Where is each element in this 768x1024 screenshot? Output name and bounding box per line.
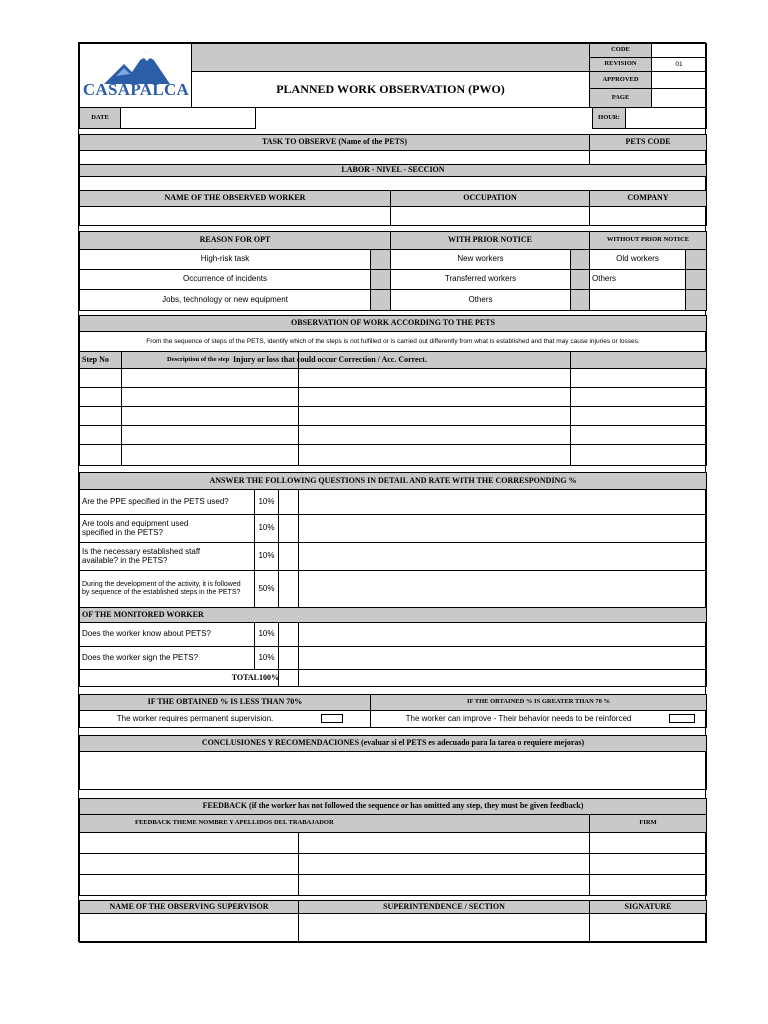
injury-label: Injury or loss that could occur Correction / Acc. Correct. — [233, 354, 427, 364]
approved-label: APPROVED — [589, 71, 652, 89]
reason-cell: High-risk task — [79, 249, 371, 270]
question-pct: 10% — [254, 514, 279, 543]
supervisor-input[interactable] — [79, 913, 299, 943]
step-row[interactable] — [121, 387, 299, 407]
occupation-label: OCCUPATION — [390, 190, 590, 207]
reason-checkbox[interactable] — [370, 249, 391, 270]
approved-value[interactable] — [651, 71, 707, 89]
hour-input[interactable] — [625, 107, 707, 129]
reason-cell: Jobs, technology or new equipment — [79, 289, 371, 311]
pwo-form — [78, 42, 706, 942]
revision-value: 01 — [651, 57, 707, 72]
feedback-row[interactable] — [79, 832, 299, 854]
hour-label: HOUR: — [592, 107, 626, 129]
feedback-row[interactable] — [298, 874, 590, 896]
step-row[interactable] — [570, 387, 707, 407]
question-pct: 10% — [254, 622, 279, 647]
date-label: DATE — [79, 107, 121, 129]
question-detail[interactable] — [298, 622, 707, 647]
greater-than-message: The worker can improve - Their behavior needs to be reinforced — [405, 713, 632, 723]
without-checkbox[interactable] — [685, 289, 707, 311]
worker-name-label: NAME OF THE OBSERVED WORKER — [79, 190, 391, 207]
step-row[interactable] — [570, 444, 707, 466]
question-detail[interactable] — [298, 570, 707, 608]
question-pct: 10% — [254, 542, 279, 571]
feedback-label: FEEDBACK (if the worker has not followed the sequence or has omitted any step, they must be given feedback) — [79, 798, 707, 815]
task-label: TASK TO OBSERVE (Name of the PETS) — [79, 134, 590, 151]
step-row[interactable] — [298, 387, 571, 407]
step-no-label: Step No — [79, 351, 122, 369]
page-label: PAGE — [589, 88, 652, 108]
question-text: Are the PPE specified in the PETS used? — [79, 489, 255, 515]
total-row — [79, 669, 707, 687]
prior-notice-label: WITH PRIOR NOTICE — [390, 231, 590, 250]
step-row[interactable] — [298, 406, 571, 426]
step-row[interactable] — [121, 425, 299, 445]
step-row[interactable] — [79, 425, 122, 445]
feedback-theme-label: FEEDBACK THEME NOMBRE Y APELLIDOS DEL TRABAJADOR — [79, 814, 590, 833]
without-notice-label: WITHOUT PRIOR NOTICE — [589, 231, 707, 250]
page-value[interactable] — [651, 88, 707, 108]
question-text: Is the necessary established staff available? in the PETS? — [79, 542, 255, 571]
total-label — [219, 670, 279, 686]
code-label: CODE — [589, 43, 652, 58]
prior-cell: Transferred workers — [390, 269, 571, 290]
company-input[interactable] — [589, 206, 707, 226]
signature-input[interactable] — [589, 913, 707, 943]
without-checkbox[interactable] — [685, 269, 707, 290]
logo-text: CASAPALCA — [82, 80, 190, 99]
question-text: Does the worker know about PETS? — [79, 622, 255, 647]
logo-cell — [79, 43, 192, 108]
without-cell: Others — [589, 269, 686, 290]
company-label: COMPANY — [589, 190, 707, 207]
question-text: During the development of the activity, it is followed by sequence of the established steps in the PETS? — [79, 570, 255, 608]
step-row[interactable] — [298, 444, 571, 466]
step-row[interactable] — [570, 368, 707, 388]
labor-input[interactable] — [79, 176, 707, 191]
step-row[interactable] — [570, 406, 707, 426]
question-rating[interactable] — [278, 489, 299, 515]
monitored-worker-label: OF THE MONITORED WORKER — [79, 607, 707, 623]
question-pct: 10% — [254, 646, 279, 670]
firm-label: FIRM — [589, 814, 707, 833]
date-input[interactable] — [120, 107, 256, 129]
step-row[interactable] — [121, 444, 299, 466]
greater-than-text — [370, 710, 707, 728]
question-detail[interactable] — [298, 542, 707, 571]
without-checkbox[interactable] — [685, 249, 707, 270]
less-than-label: IF THE OBTAINED % IS LESS THAN 70% — [79, 694, 371, 711]
revision-label: REVISION — [589, 57, 652, 72]
question-rating[interactable] — [278, 570, 299, 608]
feedback-firm[interactable] — [589, 853, 707, 875]
signature-label: SIGNATURE — [589, 900, 707, 914]
total-text: TOTAL — [231, 672, 259, 682]
question-rating[interactable] — [278, 542, 299, 571]
step-row[interactable] — [121, 368, 299, 388]
task-input[interactable] — [79, 150, 590, 165]
less-than-checkbox[interactable] — [321, 714, 343, 723]
title-top-band — [191, 43, 590, 72]
question-text: Are tools and equipment used specified in the PETS? — [79, 514, 255, 543]
pets-code-input[interactable] — [589, 150, 707, 165]
worker-name-input[interactable] — [79, 206, 391, 226]
conclusions-input[interactable] — [79, 751, 707, 790]
description-label: Description of the step — [167, 355, 230, 363]
question-rating[interactable] — [278, 646, 299, 670]
question-pct: 10% — [254, 489, 279, 515]
prior-checkbox[interactable] — [570, 249, 590, 270]
correction-header — [570, 351, 707, 369]
step-row[interactable] — [79, 368, 122, 388]
reason-checkbox[interactable] — [370, 269, 391, 290]
prior-cell: New workers — [390, 249, 571, 270]
feedback-firm[interactable] — [589, 832, 707, 854]
occupation-input[interactable] — [390, 206, 590, 226]
question-detail[interactable] — [298, 514, 707, 543]
greater-than-checkbox[interactable] — [669, 714, 695, 723]
step-row[interactable] — [79, 406, 122, 426]
feedback-row[interactable] — [298, 832, 590, 854]
question-rating[interactable] — [278, 514, 299, 543]
question-detail[interactable] — [298, 489, 707, 515]
greater-than-label: IF THE OBTAINED % IS GREATER THAN 70 % — [370, 694, 707, 711]
feedback-row[interactable] — [79, 874, 299, 896]
feedback-row[interactable] — [298, 853, 590, 875]
total-rating[interactable] — [278, 669, 299, 687]
total-value: 100% — [259, 672, 279, 682]
feedback-firm[interactable] — [589, 874, 707, 896]
pets-code-label: PETS CODE — [589, 134, 707, 151]
feedback-row[interactable] — [79, 853, 299, 875]
step-row[interactable] — [298, 368, 571, 388]
prior-checkbox[interactable] — [570, 289, 590, 311]
labor-label: LABOR - NIVEL - SECCION — [79, 164, 707, 177]
without-cell: Old workers — [589, 249, 686, 270]
step-row[interactable] — [570, 425, 707, 445]
step-row[interactable] — [79, 387, 122, 407]
step-row[interactable] — [121, 406, 299, 426]
code-value[interactable] — [651, 43, 707, 58]
without-cell — [589, 289, 686, 311]
prior-cell: Others — [390, 289, 571, 311]
observation-title: OBSERVATION OF WORK ACCORDING TO THE PETS — [79, 315, 707, 332]
question-text: Does the worker sign the PETS? — [79, 646, 255, 670]
reason-cell: Occurrence of incidents — [79, 269, 371, 290]
reason-checkbox[interactable] — [370, 289, 391, 311]
superintendence-input[interactable] — [298, 913, 590, 943]
step-row[interactable] — [298, 425, 571, 445]
conclusions-label: CONCLUSIONES Y RECOMENDACIONES (evaluar si el PETS es adecuado para la tarea o requiere mejoras) — [79, 735, 707, 752]
supervisor-label: NAME OF THE OBSERVING SUPERVISOR — [79, 900, 299, 914]
question-detail[interactable] — [298, 646, 707, 670]
reason-label: REASON FOR OPT — [79, 231, 391, 250]
questions-title: ANSWER THE FOLLOWING QUESTIONS IN DETAIL AND RATE WITH THE CORRESPONDING % — [79, 472, 707, 490]
form-title: PLANNED WORK OBSERVATION (PWO) — [191, 71, 590, 108]
question-rating[interactable] — [278, 622, 299, 647]
superintendence-label: SUPERINTENDENCE / SECTION — [298, 900, 590, 914]
observation-instruction: From the sequence of steps of the PETS, identify which of the steps is not fulfilled or is carried out differently from what is established and that may cause injuries or losses. — [79, 331, 707, 352]
prior-checkbox[interactable] — [570, 269, 590, 290]
step-row[interactable] — [79, 444, 122, 466]
question-pct: 50% — [254, 570, 279, 608]
less-than-message: The worker requires permanent supervision. — [116, 713, 274, 723]
